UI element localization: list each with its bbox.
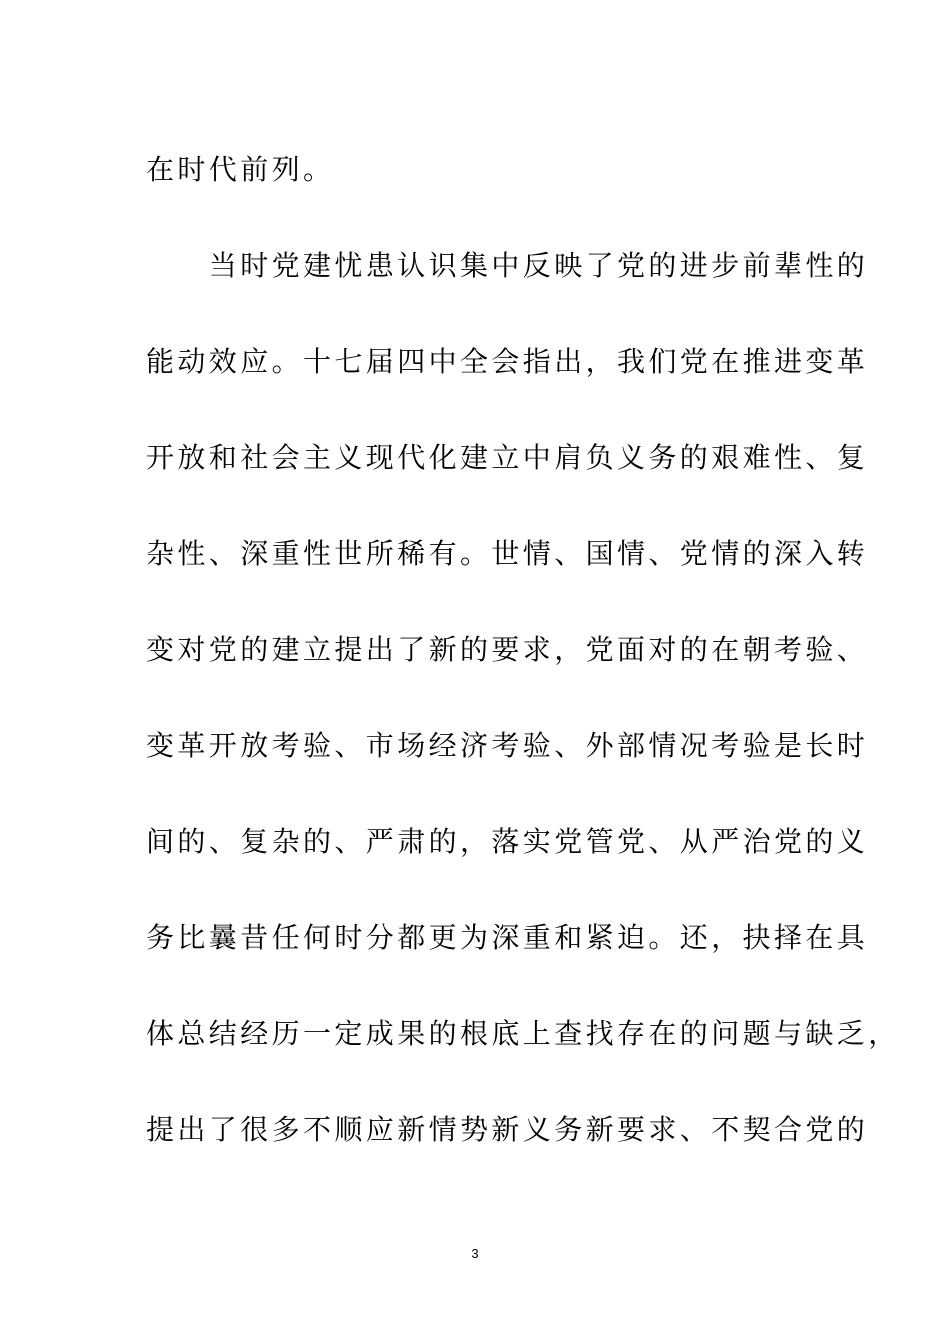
text-line: 在时代前列。 bbox=[146, 153, 335, 186]
text-line: 当时党建忧患认识集中反映了党的进步前辈性的 bbox=[146, 249, 869, 282]
page-number: 3 bbox=[471, 1246, 479, 1261]
text-line: 提出了很多不顺应新情势新义务新要求、不契合党的 bbox=[146, 1113, 869, 1146]
text-line: 间的、复杂的、严肃的，落实党管党、从严治党的义 bbox=[146, 825, 869, 858]
text-line: 体总结经历一定成果的根底上查找存在的问题与缺乏， bbox=[146, 1017, 900, 1050]
text-line: 变革开放考验、市场经济考验、外部情况考验是长时 bbox=[146, 729, 869, 762]
text-line: 开放和社会主义现代化建立中肩负义务的艰难性、复 bbox=[146, 441, 869, 474]
text-line: 变对党的建立提出了新的要求，党面对的在朝考验、 bbox=[146, 633, 869, 666]
text-line: 能动效应。十七届四中全会指出，我们党在推进变革 bbox=[146, 345, 869, 378]
text-line: 杂性、深重性世所稀有。世情、国情、党情的深入转 bbox=[146, 537, 869, 570]
body-text bbox=[146, 122, 900, 1178]
text-line: 务比曩昔任何时分都更为深重和紧迫。还，抉择在具 bbox=[146, 921, 869, 954]
